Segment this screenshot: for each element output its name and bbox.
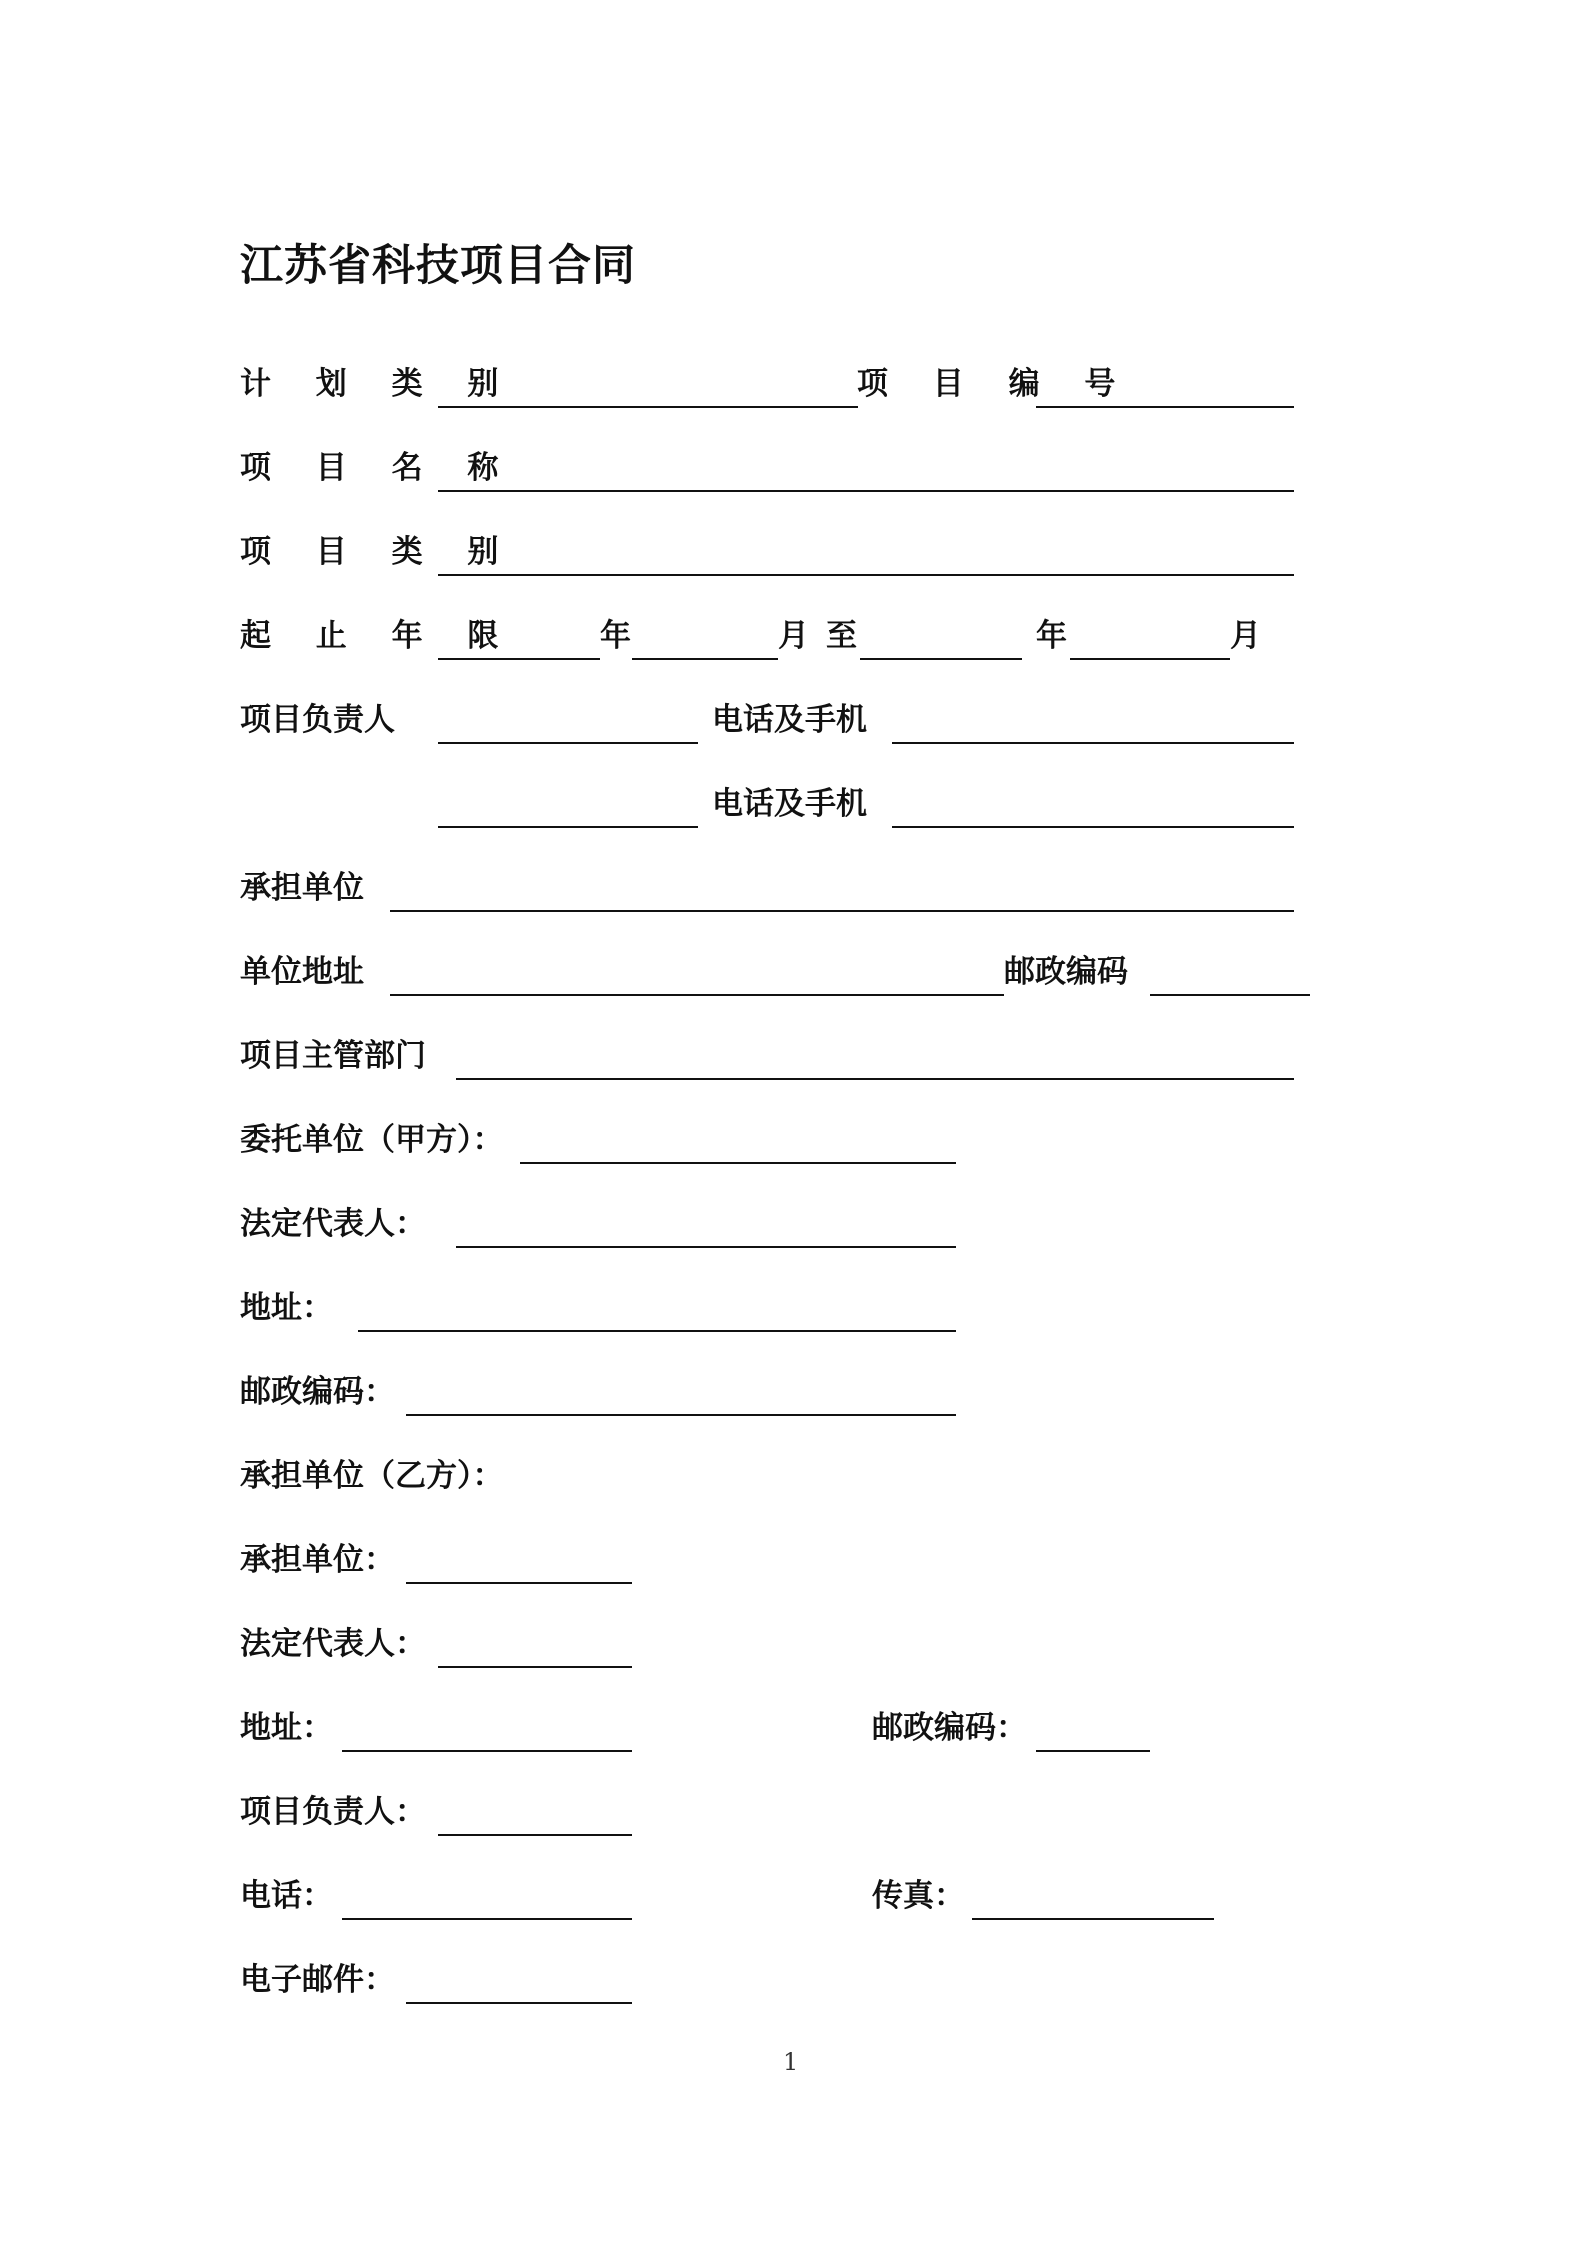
end-year-unit: 年 <box>1036 618 1067 654</box>
party-b-unit-label: 承担单位： <box>240 1542 395 1578</box>
start-month-unit: 月 <box>778 618 809 654</box>
end-year-field[interactable] <box>860 658 1022 660</box>
plan-type-field[interactable] <box>438 406 858 408</box>
party-b-legal-rep-label: 法定代表人： <box>240 1626 426 1662</box>
party-b-address-field[interactable] <box>342 1750 632 1752</box>
party-b-phone-field[interactable] <box>342 1918 632 1920</box>
party-a-address-label: 地址： <box>240 1290 333 1326</box>
start-year-unit: 年 <box>600 618 631 654</box>
undertaking-unit-field[interactable] <box>390 910 1294 912</box>
party-b-heading: 承担单位（乙方）： <box>240 1458 504 1494</box>
undertaking-unit-label: 承担单位 <box>240 870 364 906</box>
end-month-unit: 月 <box>1230 618 1261 654</box>
party-a-postal-label: 邮政编码： <box>240 1374 395 1410</box>
end-month-field[interactable] <box>1070 658 1230 660</box>
project-leader-field-2[interactable] <box>438 826 698 828</box>
page-number: 1 <box>783 2048 799 2076</box>
unit-address-label: 单位地址 <box>240 954 364 990</box>
party-b-email-field[interactable] <box>406 2002 632 2004</box>
project-leader-field[interactable] <box>438 742 698 744</box>
authority-label: 项目主管部门 <box>240 1038 426 1074</box>
party-a-heading: 委托单位（甲方）： <box>240 1122 504 1158</box>
project-number-field[interactable] <box>1036 406 1294 408</box>
phone-mobile-label: 电话及手机 <box>712 702 867 738</box>
party-b-postal-label: 邮政编码： <box>872 1710 1027 1746</box>
phone-mobile-field-2[interactable] <box>892 826 1294 828</box>
party-a-address-field[interactable] <box>358 1330 956 1332</box>
project-name-label: 项 目 名 称 <box>240 450 516 486</box>
party-b-email-label: 电子邮件： <box>240 1962 395 1998</box>
period-label: 起 止 年 限 <box>240 618 516 654</box>
party-b-legal-rep-field[interactable] <box>438 1666 632 1668</box>
postal-code-field[interactable] <box>1150 994 1310 996</box>
party-b-fax-label: 传真： <box>872 1878 965 1914</box>
party-b-address-label: 地址： <box>240 1710 333 1746</box>
party-a-field[interactable] <box>520 1162 956 1164</box>
party-a-legal-rep-field[interactable] <box>456 1246 956 1248</box>
period-to-label: 至 <box>826 618 857 654</box>
project-name-field[interactable] <box>438 490 1294 492</box>
party-b-fax-field[interactable] <box>972 1918 1214 1920</box>
party-b-leader-field[interactable] <box>438 1834 632 1836</box>
project-leader-label: 项目负责人 <box>240 702 395 738</box>
plan-type-label: 计 划 类 别 <box>240 366 516 402</box>
project-category-label: 项 目 类 别 <box>240 534 516 570</box>
party-a-legal-rep-label: 法定代表人： <box>240 1206 426 1242</box>
start-year-field[interactable] <box>438 658 600 660</box>
postal-code-label: 邮政编码 <box>1004 954 1128 990</box>
unit-address-field[interactable] <box>390 994 1004 996</box>
project-number-label: 项 目 编 号 <box>857 366 1133 402</box>
party-a-postal-field[interactable] <box>406 1414 956 1416</box>
start-month-field[interactable] <box>632 658 778 660</box>
phone-mobile-field[interactable] <box>892 742 1294 744</box>
phone-mobile-label-2: 电话及手机 <box>712 786 867 822</box>
party-b-leader-label: 项目负责人： <box>240 1794 426 1830</box>
authority-field[interactable] <box>456 1078 1294 1080</box>
party-b-unit-field[interactable] <box>406 1582 632 1584</box>
document-title: 江苏省科技项目合同 <box>240 241 636 291</box>
party-b-postal-field[interactable] <box>1036 1750 1150 1752</box>
party-b-phone-label: 电话： <box>240 1878 333 1914</box>
project-category-field[interactable] <box>438 574 1294 576</box>
